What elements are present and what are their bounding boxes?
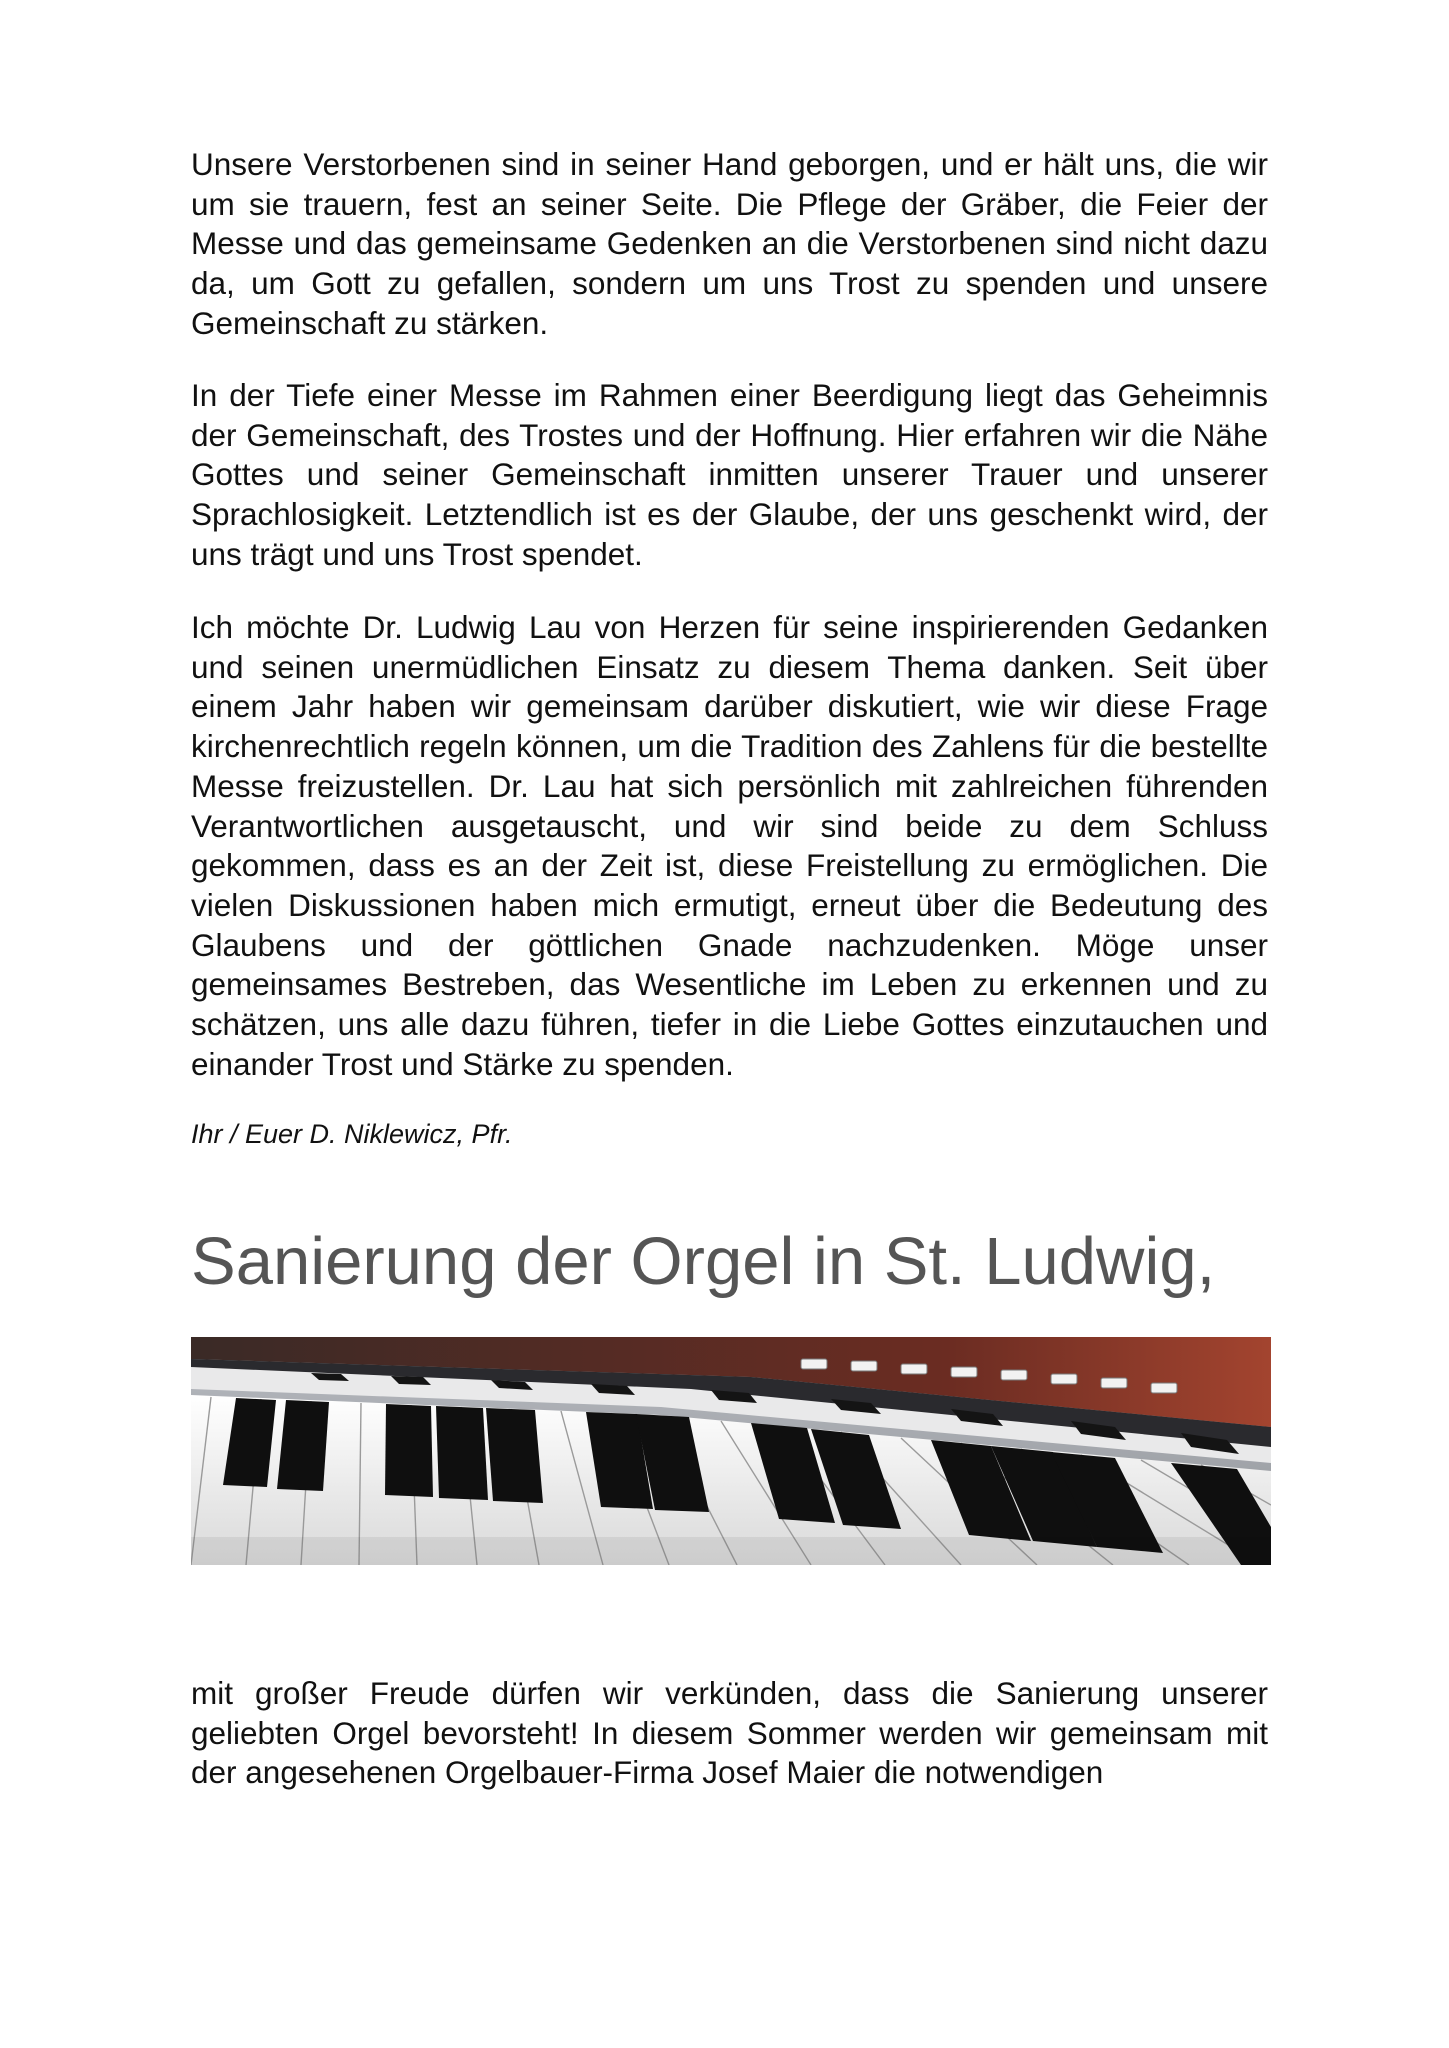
orgel-intro-paragraph: mit großer Freude dürfen wir verkünden, dass die Sanierung unserer geliebten Orgel bevorsteht! In diesem Sommer werden wir gemeinsam mit der angesehenen Orgelbauer-Firma Josef Maier die notwendigen <box>191 1675 1268 1791</box>
letter-paragraph-1: Unsere Verstorbenen sind in seiner Hand geborgen, und er hält uns, die wir um sie trauern, fest an seiner Seite. Die Pflege der Gräber, die Feier der Messe und das gemeinsame Gedenken an die Verstorbenen sind nicht dazu da, um Gott zu gefallen, sondern um uns Trost zu spenden und unsere Gemeinschaft zu stärken. <box>191 146 1268 341</box>
letter-paragraph-2: In der Tiefe einer Messe im Rahmen einer Beerdigung liegt das Geheimnis der Gemeinschaft, des Trostes und der Hoffnung. Hier erfahren wir die Nähe Gottes und seiner Gemeinschaft inmitten unserer Trauer und unserer Sprachlosigkeit. Letztendlich ist es der Glaube, der uns geschenkt wird, der uns trägt und uns Trost spendet. <box>191 377 1268 572</box>
letter-paragraph-3: Ich möchte Dr. Ludwig Lau von Herzen für seine inspirierenden Gedanken und seinen unermüdlichen Einsatz zu diesem Thema danken. Seit über einem Jahr haben wir gemeinsam darüber diskutiert, wie wir diese Frage kirchenrechtlich regeln können, um die Tradition des Zahlens für die bestellte Messe freizustellen. Dr. Lau hat sich persönlich mit zahlreichen führenden Verantwortlichen ausgetauscht, und wir sind beide zu dem Schluss gekommen, dass es an der Zeit ist, diese Freistellung zu ermöglichen. Die vielen Diskussionen haben mich ermutigt, erneut über die Bedeutung des Glaubens und der göttlichen Gnade nachzudenken. Möge unser gemeinsames Bestreben, das Wesentliche im Leben zu erkennen und zu schätzen, uns alle dazu führen, tiefer in die Liebe Gottes einzutauchen und einander Trost und Stärke zu spenden. <box>191 609 1268 1082</box>
organ-keyboard-image <box>191 1337 1271 1565</box>
organ-keyboard-illustration <box>191 1337 1271 1565</box>
section-heading-orgel: Sanierung der Orgel in St. Ludwig, <box>191 1224 1216 1299</box>
signature: Ihr / Euer D. Niklewicz, Pfr. <box>191 1119 513 1149</box>
